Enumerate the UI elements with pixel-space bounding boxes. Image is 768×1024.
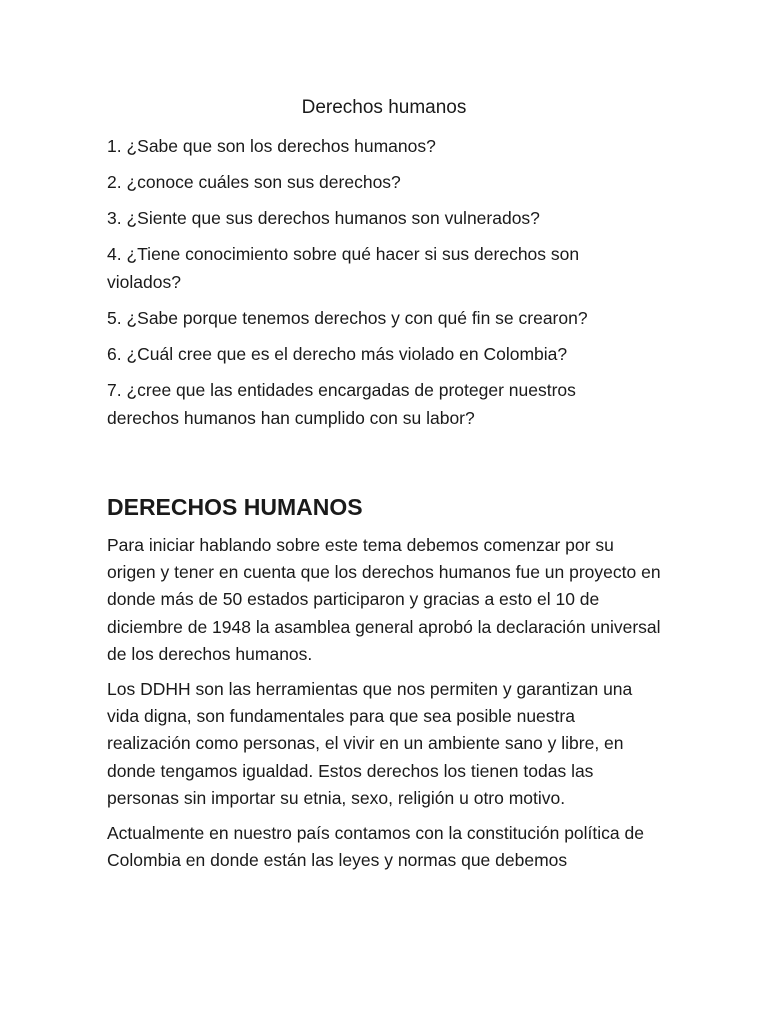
question-item: 6. ¿Cuál cree que es el derecho más violado en Colombia? xyxy=(107,344,568,364)
body-paragraph: Los DDHH son las herramientas que nos permiten y garantizan una vida digna, son fundamentales para que sea posible nuestra realización como personas, el vivir en un ambiente sano y libre, en donde tengamos igualdad. Estos derechos los tienen todas las personas sin importar su etnia, sexo, religión u otro motivo. xyxy=(107,679,633,808)
body-paragraph: Actualmente en nuestro país contamos con la constitución política de Colombia en donde están las leyes y normas que debemos xyxy=(107,823,644,871)
question-item: 1. ¿Sabe que son los derechos humanos? xyxy=(107,136,436,156)
question-item: 2. ¿conoce cuáles son sus derechos? xyxy=(107,172,401,192)
question-list xyxy=(107,132,647,440)
section-heading: DERECHOS HUMANOS xyxy=(107,494,363,520)
document-title: Derechos humanos xyxy=(301,97,467,118)
question-item: 5. ¿Sabe porque tenemos derechos y con qué fin se crearon? xyxy=(107,308,588,328)
section-body xyxy=(107,490,662,882)
question-item: 3. ¿Siente que sus derechos humanos son vulnerados? xyxy=(107,208,540,228)
body-paragraph: Para iniciar hablando sobre este tema debemos comenzar por su origen y tener en cuenta que los derechos humanos fue un proyecto en donde más de 50 estados participaron y gracias a esto el 10 de diciembre de 1948 la asamblea general aprobó la declaración universal de los derechos humanos. xyxy=(107,535,661,664)
question-item: 4. ¿Tiene conocimiento sobre qué hacer si sus derechos son violados? xyxy=(107,244,580,292)
question-item: 7. ¿cree que las entidades encargadas de proteger nuestros derechos humanos han cumplido con su labor? xyxy=(107,380,576,428)
